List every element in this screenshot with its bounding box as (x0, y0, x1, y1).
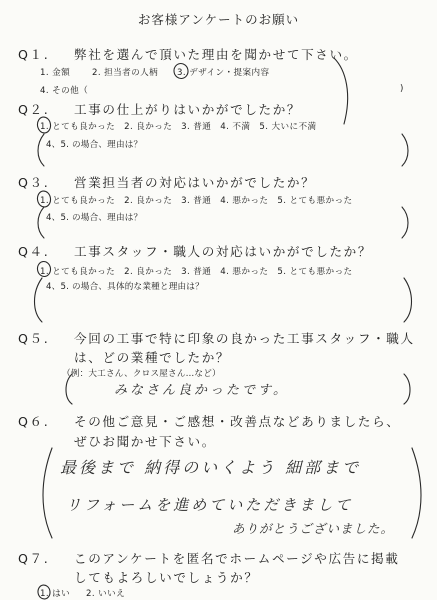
question-3-number: Q３. (18, 175, 50, 190)
question-2-number: Q２. (18, 102, 50, 117)
q6-bracket-left (43, 448, 52, 538)
q2-selected-circle (36, 116, 51, 134)
q4-selected-circle (37, 261, 52, 278)
q1-option-4[interactable]: 4. その他（ (40, 86, 89, 96)
q4-bracket-left (35, 278, 43, 322)
q4-bracket-right (404, 278, 412, 322)
q1-option-1[interactable]: 1. 金額 (40, 68, 71, 78)
q4-reason-label: 4、5. の場合、具体的な業種と理由は？ (46, 282, 204, 292)
question-5-text-line2: は、どの業種でしたか？ (74, 350, 231, 365)
q5-bracket-right (404, 374, 410, 404)
q7-option-yes[interactable]: 1. はい (40, 589, 71, 599)
q3-reason-label: 4、5. の場合、理由は？ (46, 213, 143, 223)
question-4-text: 工事スタッフ・職人の対応はいかがでしたか？ (74, 244, 373, 259)
q5-example: （例：大工さん、クロス屋さん…など） (62, 369, 221, 379)
q1-pen-stroke (334, 58, 348, 124)
q3-selected-circle (36, 190, 51, 208)
q2-bracket-right (402, 134, 408, 166)
q1-option-2[interactable]: 2. 担当者の人柄 (92, 68, 159, 78)
form-title: お客様アンケートのお願い (137, 12, 300, 27)
question-7-number: Q７. (18, 551, 50, 566)
question-1-number: Q１. (18, 47, 50, 62)
question-2-text: 工事の仕上がりはいかがでしたか？ (74, 102, 302, 117)
q1-selected-circle (173, 62, 189, 79)
question-7-text-line1: このアンケートを匿名でホームページや広告に掲載 (74, 551, 400, 566)
q6-handwritten-line3: ありがとうございました。 (232, 521, 395, 536)
question-5-number: Q５. (18, 331, 50, 346)
q7-option-no[interactable]: 2. いいえ (86, 589, 126, 599)
q4-options[interactable]: 1. とても良かった 2. 良かった 3. 普通 4. 悪かった 5. とても悪かった (40, 267, 353, 277)
question-7-text-line2: してもよろしいでしょうか？ (74, 570, 259, 585)
question-6-text-line1: その他ご意見・ご感想・改善点などありましたら、 (74, 414, 401, 429)
q3-bracket-left (38, 207, 44, 238)
q5-handwritten-answer: みなさん良かったです。 (114, 383, 289, 398)
q6-handwritten-line2: リフォームを進めていただきまして (66, 496, 354, 514)
q3-options[interactable]: 1. とても良かった 2. 良かった 3. 普通 4. 悪かった 5. とても悪かった (40, 196, 353, 206)
q6-bracket-right (412, 448, 421, 538)
q1-option-4-close: ) (400, 84, 404, 94)
q2-bracket-left (38, 134, 44, 166)
q5-bracket-left (66, 374, 72, 404)
q2-reason-label: 4、5. の場合、理由は？ (46, 140, 143, 150)
q2-options[interactable]: 1. とても良かった 2. 良かった 3. 普通 4. 不満 5. 大いに不満 (40, 122, 317, 132)
question-5-text-line1: 今回の工事で特に印象の良かった工事スタッフ・職人 (74, 331, 415, 346)
question-4-number: Q４. (18, 244, 50, 259)
q1-option-3[interactable]: 3. デザイン・提案内容 (177, 68, 270, 78)
q6-handwritten-line1: 最後まで 納得のいくよう 細部まで (60, 458, 362, 477)
question-1-text: 弊社を選んで頂いた理由を聞かせて下さい。 (74, 47, 358, 62)
question-6-text-line2: ぜひお聞かせ下さい。 (74, 434, 216, 449)
question-3-text: 営業担当者の対応はいかがでしたか？ (74, 175, 316, 190)
question-6-number: Q６. (18, 414, 50, 429)
q7-selected-circle (37, 584, 51, 600)
q3-bracket-right (402, 207, 408, 238)
